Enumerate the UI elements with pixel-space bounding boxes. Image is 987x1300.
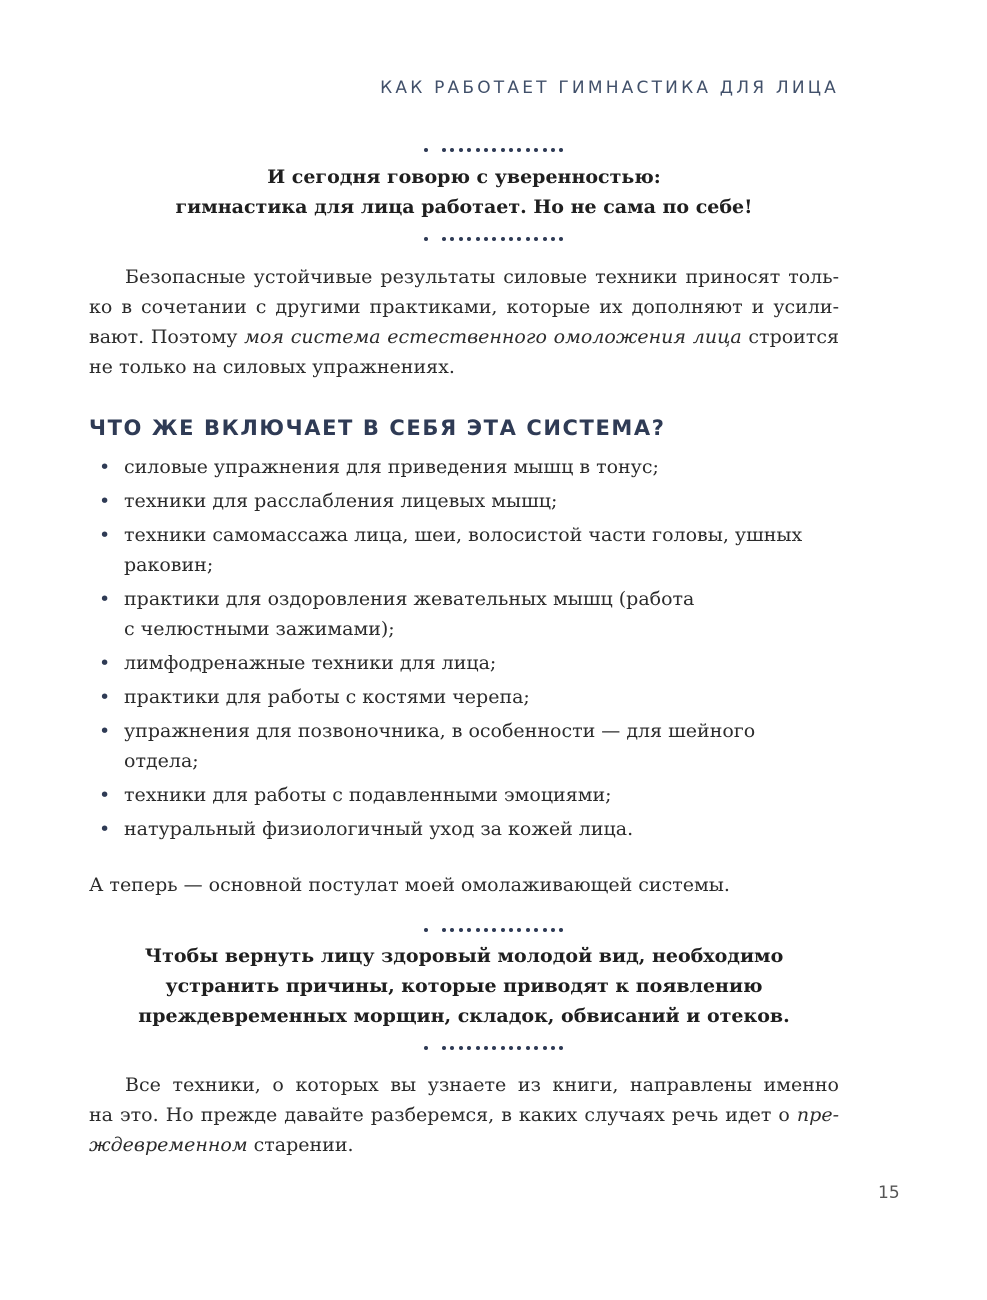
list-item-text bbox=[124, 452, 849, 482]
callout-principle bbox=[90, 941, 838, 1031]
section-heading: ЧТО ЖЕ ВКЛЮЧАЕТ В СЕБЯ ЭТА СИСТЕМА? bbox=[89, 416, 666, 440]
bullet-icon: • bbox=[99, 588, 111, 610]
text-run: строится bbox=[741, 326, 839, 348]
dot-divider bbox=[0, 235, 987, 243]
list-item-text bbox=[124, 780, 849, 810]
bullet-icon: • bbox=[99, 686, 111, 708]
list-item bbox=[89, 452, 849, 482]
list-item bbox=[89, 648, 849, 678]
list-item-line: техники для работы с подавленными эмоциями; bbox=[124, 784, 612, 806]
callout-line: гимнастика для лица работает. Но не сама по себе! bbox=[175, 196, 753, 218]
bullet-icon: • bbox=[99, 652, 111, 674]
text-run: вают. Поэтому bbox=[89, 326, 245, 348]
emphasis-text: моя система естественного омоложения лица bbox=[244, 326, 742, 348]
list-item bbox=[89, 486, 849, 516]
paragraph-line: не только на силовых упражнениях. bbox=[89, 356, 455, 378]
dot-divider bbox=[0, 1044, 987, 1052]
list-item-text bbox=[124, 486, 849, 516]
list-item-line: с челюстными зажимами); bbox=[124, 618, 395, 640]
list-item bbox=[89, 780, 849, 810]
list-item-line: отдела; bbox=[124, 750, 199, 772]
bullet-list bbox=[89, 452, 849, 848]
list-item-text bbox=[124, 520, 849, 580]
bullet-icon: • bbox=[99, 490, 111, 512]
list-item-line: натуральный физиологичный уход за кожей лица. bbox=[124, 818, 634, 840]
list-item-line: упражнения для позвоночника, в особенности — для шейного bbox=[124, 720, 756, 742]
list-item bbox=[89, 716, 849, 776]
text-run: на это. Но прежде давайте разберемся, в каких случаях речь идет о bbox=[89, 1104, 797, 1126]
dot-divider bbox=[0, 926, 987, 934]
list-item-text bbox=[124, 648, 849, 678]
paragraph-line: Все техники, о которых вы узнаете из книги, направлены именно bbox=[125, 1074, 839, 1096]
list-item-line: техники для расслабления лицевых мышц; bbox=[124, 490, 558, 512]
text-run: старении. bbox=[247, 1134, 354, 1156]
callout-line: И сегодня говорю с уверенностью: bbox=[267, 166, 661, 188]
list-item-text bbox=[124, 716, 849, 776]
list-item-text bbox=[124, 814, 849, 844]
list-item-line: практики для оздоровления жевательных мышц (работа bbox=[124, 588, 695, 610]
paragraph bbox=[89, 262, 839, 382]
list-item bbox=[89, 584, 849, 644]
callout-line: преждевременных морщин, складок, обвисаний и отеков. bbox=[138, 1005, 790, 1027]
list-item bbox=[89, 814, 849, 844]
paragraph-line bbox=[89, 1130, 839, 1160]
bullet-icon: • bbox=[99, 524, 111, 546]
bullet-icon: • bbox=[99, 818, 111, 840]
callout-line: устранить причины, которые приводят к появлению bbox=[165, 975, 763, 997]
paragraph-line: А теперь — основной постулат моей омолаживающей системы. bbox=[89, 874, 730, 896]
callout-line: Чтобы вернуть лицу здоровый молодой вид, необходимо bbox=[144, 945, 784, 967]
list-item-line: силовые упражнения для приведения мышц в тонус; bbox=[124, 456, 659, 478]
list-item-text bbox=[124, 584, 849, 644]
paragraph-line bbox=[89, 322, 839, 352]
page-number: 15 bbox=[878, 1183, 900, 1203]
running-head: КАК РАБОТАЕТ ГИМНАСТИКА ДЛЯ ЛИЦА bbox=[380, 78, 839, 98]
list-item bbox=[89, 682, 849, 712]
paragraph-line: ко в сочетании с другими практиками, которые их дополняют и усили- bbox=[89, 296, 839, 318]
list-item-text bbox=[124, 682, 849, 712]
list-item bbox=[89, 520, 849, 580]
list-item-line: лимфодренажные техники для лица; bbox=[124, 652, 497, 674]
bullet-icon: • bbox=[99, 720, 111, 742]
bullet-icon: • bbox=[99, 784, 111, 806]
emphasis-text: пре- bbox=[796, 1104, 839, 1126]
bullet-icon: • bbox=[99, 456, 111, 478]
dot-divider bbox=[0, 146, 987, 154]
list-item-line: практики для работы с костями черепа; bbox=[124, 686, 530, 708]
paragraph bbox=[89, 870, 839, 900]
emphasis-text: ждевременном bbox=[89, 1134, 248, 1156]
paragraph bbox=[89, 1070, 839, 1160]
callout-statement bbox=[90, 162, 838, 222]
paragraph-line bbox=[89, 1100, 839, 1130]
paragraph-line: Безопасные устойчивые результаты силовые техники приносят толь- bbox=[125, 266, 839, 288]
list-item-line: раковин; bbox=[124, 554, 214, 576]
list-item-line: техники самомассажа лица, шеи, волосистой части головы, ушных bbox=[124, 524, 803, 546]
